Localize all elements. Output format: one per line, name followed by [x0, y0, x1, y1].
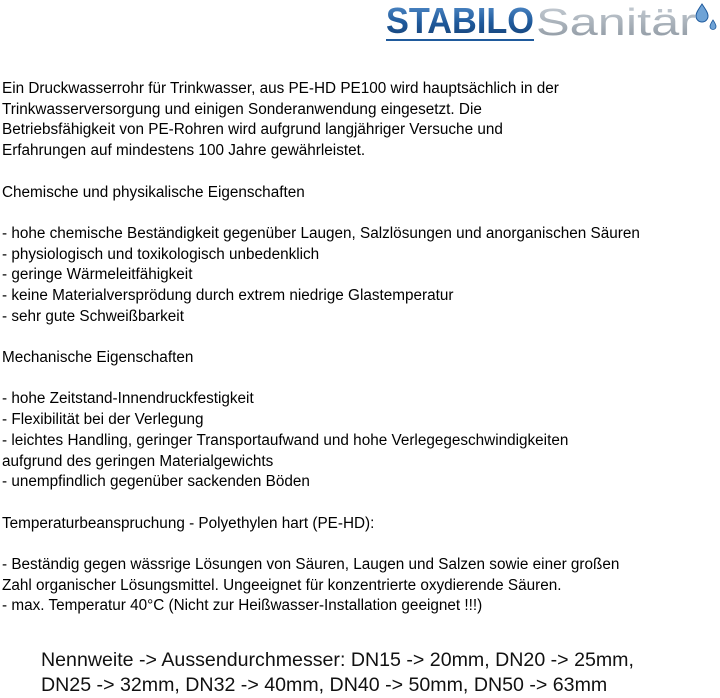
section-heading: Mechanische Eigenschaften — [2, 349, 194, 367]
list-item: Zahl organischer Lösungsmittel. Ungeeignet für konzentrierte oxydierende Säuren. — [2, 576, 562, 594]
section-temperature — [2, 514, 718, 618]
list-item: - geringe Wärmeleitfähigkeit — [2, 266, 193, 284]
section-heading: Chemische und physikalische Eigenschaften — [2, 183, 305, 201]
logo-brand-text: STABILO — [386, 0, 534, 41]
list-item: - leichtes Handling, geringer Transportaufwand und hohe Verlegegeschwindigkeiten — [2, 431, 569, 449]
text-line: Betriebsfähigkeit von PE-Rohren wird aufgrund langjähriger Versuche und — [2, 121, 503, 139]
footer-line: Nennweite -> Aussendurchmesser: DN15 -> 20mm, DN20 -> 25mm, — [41, 649, 634, 671]
stabilo-sanitaer-logo — [380, 0, 720, 44]
list-item: - hohe chemische Beständigkeit gegenüber Laugen, Salzlösungen und anorganischen Säuren — [2, 224, 640, 242]
water-drop-icon — [696, 4, 708, 22]
document-body — [2, 79, 718, 617]
nominal-size-table — [41, 648, 634, 698]
list-item: - Flexibilität bei der Verlegung — [2, 411, 204, 429]
text-line: Ein Druckwasserrohr für Trinkwasser, aus PE-HD PE100 wird hauptsächlich in der — [2, 80, 559, 97]
water-drop-icon — [710, 20, 716, 30]
list-item: aufgrund des geringen Materialgewichts — [2, 452, 274, 470]
list-item: - max. Temperatur 40°C (Nicht zur Heißwasser-Installation geeignet !!!) — [2, 597, 483, 615]
section-heading: Temperaturbeanspruchung - Polyethylen hart (PE-HD): — [2, 514, 375, 532]
list-item: - Beständig gegen wässrige Lösungen von Säuren, Laugen und Salzen sowie einer großen — [2, 556, 620, 574]
footer-line: DN25 -> 32mm, DN32 -> 40mm, DN40 -> 50mm, DN50 -> 63mm — [41, 674, 608, 696]
text-line: Erfahrungen auf mindestens 100 Jahre gewährleistet. — [2, 142, 366, 160]
text-line: Trinkwasserversorgung und einigen Sonderanwendung eingesetzt. Die — [2, 100, 482, 118]
intro-paragraph — [2, 79, 718, 162]
list-item: - sehr gute Schweißbarkeit — [2, 307, 184, 325]
list-item: - keine Materialversprödung durch extrem niedrige Glastemperatur — [2, 287, 454, 304]
logo-suffix-text: Sanitär — [536, 2, 697, 44]
list-item: - unempfindlich gegenüber sackenden Böden — [2, 473, 310, 491]
section-chemical — [2, 183, 718, 328]
list-item: - physiologisch und toxikologisch unbedenklich — [2, 245, 320, 263]
list-item: - hohe Zeitstand-Innendruckfestigkeit — [2, 390, 254, 408]
section-mechanical — [2, 348, 718, 493]
